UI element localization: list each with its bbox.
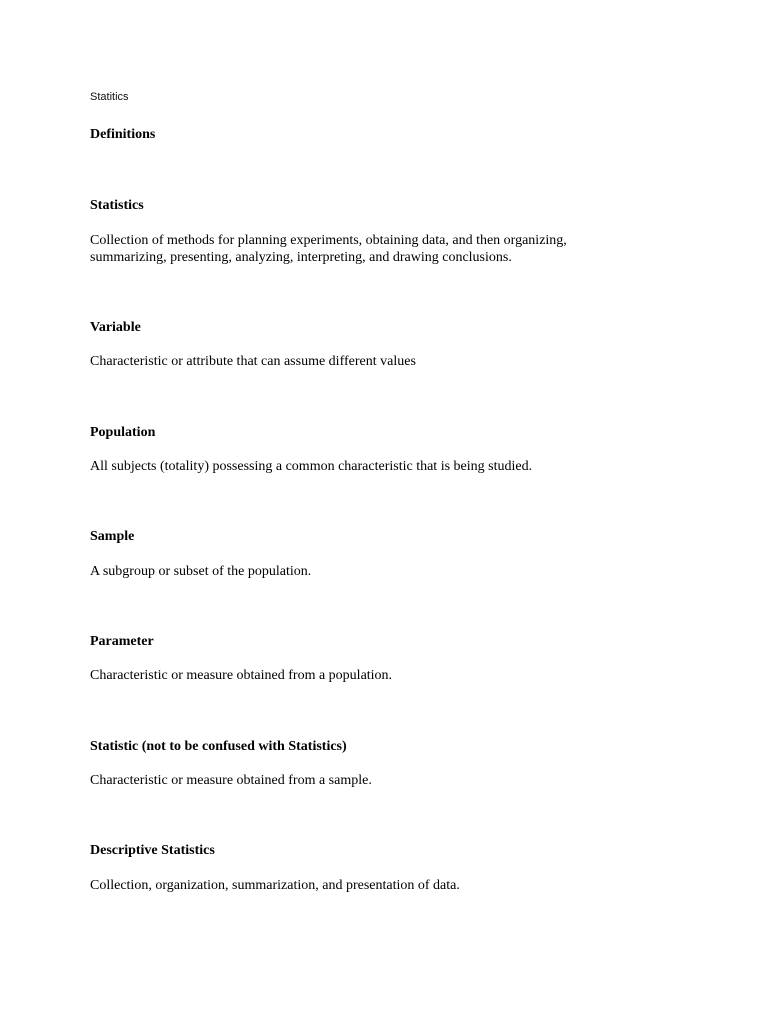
document-title: Definitions xyxy=(90,127,156,142)
definition-line: Characteristic or measure obtained from a sample. xyxy=(90,773,372,788)
definition-line: Characteristic or attribute that can assume different values xyxy=(90,354,416,369)
definition-line: Collection of methods for planning experiments, obtaining data, and then organizing, xyxy=(90,233,567,248)
term-heading: Parameter xyxy=(90,634,154,649)
definition-text xyxy=(90,353,690,370)
definition-text xyxy=(90,232,690,266)
definition-line: Collection, organization, summarization, and presentation of data. xyxy=(90,878,460,893)
definition-line: All subjects (totality) possessing a common characteristic that is being studied. xyxy=(90,459,533,474)
term-heading: Descriptive Statistics xyxy=(90,843,215,858)
term-heading: Sample xyxy=(90,529,135,544)
definition-text xyxy=(90,563,690,580)
term-heading: Population xyxy=(90,425,156,440)
definition-line: A subgroup or subset of the population. xyxy=(90,564,312,579)
document-header-label: Statitics xyxy=(90,91,129,103)
definition-line: summarizing, presenting, analyzing, interpreting, and drawing conclusions. xyxy=(90,250,512,265)
term-heading: Variable xyxy=(90,320,141,335)
definition-text xyxy=(90,877,690,894)
term-heading: Statistic (not to be confused with Statistics) xyxy=(90,739,347,754)
term-heading: Statistics xyxy=(90,198,144,213)
definition-text xyxy=(90,458,690,475)
definition-text xyxy=(90,667,690,684)
definition-line: Characteristic or measure obtained from a population. xyxy=(90,668,393,683)
definition-text xyxy=(90,772,690,789)
